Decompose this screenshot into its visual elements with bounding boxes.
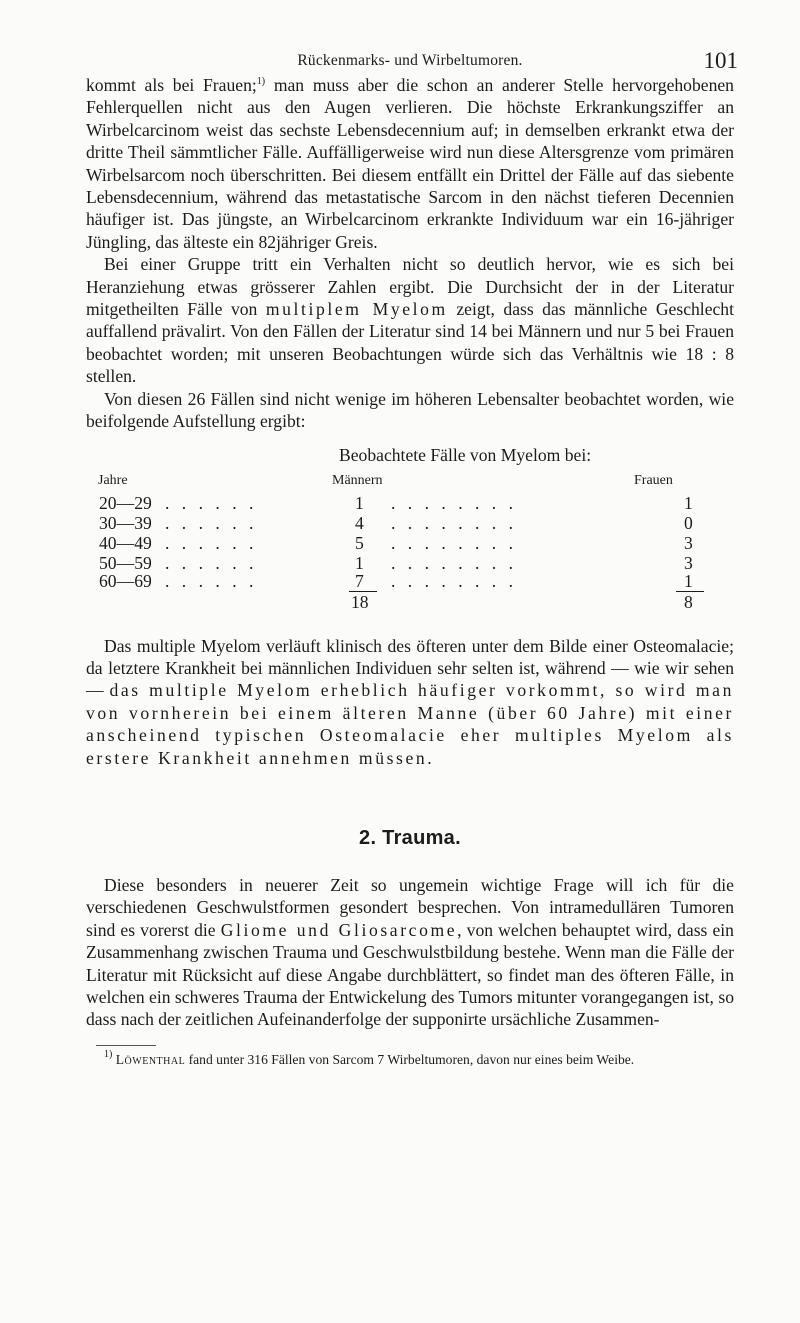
paragraph-4-emphasis: das multiple Myelom erheblich häufiger vorkommt, so wird man von vornherein bei einem älteren Manne (über 60 Jahre) mit einer anscheinend typischen Osteomalacie eher multiples Myelom als erstere Krankheit annehmen müssen. bbox=[86, 680, 734, 768]
running-head: Rückenmarks- und Wirbeltumoren. bbox=[297, 52, 523, 69]
page-header bbox=[86, 28, 738, 74]
sum-men: 18 bbox=[351, 591, 369, 612]
footnote-mark: 1) bbox=[104, 1048, 113, 1060]
leader-dots: . . . . . . . . bbox=[391, 552, 517, 573]
row-women: 3 bbox=[684, 532, 693, 553]
paragraph-2-a: Bei einer Gruppe tritt ein Verhalten nicht so deutlich hervor, wie es sich bei Heranziehung etwas grösserer Zahlen ergibt. Die Durchsicht der in der Literatur mitgetheilten Fälle von bbox=[86, 254, 734, 320]
row-years: 40—49 bbox=[99, 532, 152, 553]
paragraph-1 bbox=[86, 74, 734, 253]
paragraph-2 bbox=[86, 253, 734, 387]
table-title: Beobachtete Fälle von Myelom bei: bbox=[339, 444, 592, 465]
column-header-men: Männern bbox=[332, 472, 383, 488]
leader-dots: . . . . . . . . bbox=[391, 532, 517, 553]
table-row bbox=[99, 533, 699, 555]
leader-dots: . . . . . . bbox=[165, 532, 258, 553]
row-women: 0 bbox=[684, 512, 693, 533]
footnote-rule bbox=[96, 1045, 156, 1046]
row-women: 3 bbox=[684, 552, 693, 573]
book-page bbox=[86, 28, 738, 1068]
row-men: 7 bbox=[355, 570, 364, 591]
footnote-text: fand unter 316 Fällen von Sarcom 7 Wirbeltumoren, davon nur eines beim Weibe. bbox=[185, 1051, 635, 1067]
paragraph-1-start: kommt als bei Frauen; bbox=[86, 75, 257, 95]
row-women: 1 bbox=[684, 570, 693, 591]
row-men: 1 bbox=[355, 492, 364, 513]
column-header-years: Jahre bbox=[98, 472, 128, 488]
row-years: 60—69 bbox=[99, 570, 152, 591]
row-men: 1 bbox=[355, 552, 364, 573]
paragraph-2-emphasis: multiplem Myelom bbox=[265, 299, 448, 320]
row-years: 30—39 bbox=[99, 512, 152, 533]
row-women: 1 bbox=[684, 492, 693, 513]
paragraph-2-b: zeigt, dass das männliche Geschlecht auffallend prävalirt. Von den Fällen der Literatur sind 14 bei Männern und nur 5 bei Frauen beobachtet worden; mit unseren Beobachtungen würde sich das Verhältnis wie 18 : 8 stellen. bbox=[86, 299, 734, 387]
leader-dots: . . . . . . bbox=[165, 570, 258, 591]
paragraph-1-rest: man muss aber die schon an anderer Stelle hervorgehobenen Fehlerquellen nicht aus den Augen verlieren. Die höchste Erkrankungsziffer an Wirbelcarcinom weist das sechste Lebensdecennium auf; in demselben erkrankt etwa der dritte Theil sämmtlicher Fälle. Auffälligerweise wird nun diese Altersgrenze vom primären Wirbelsarcom noch überschritten. Bei diesem entfällt ein Drittel der Fälle auf das siebente Lebensdecennium, während das metastatische Sarcom in den nächst tieferen Decennien häufiger ist. Das jüngste, an Wirbelcarcinom erkrankte Individuum war ein 16-jähriger Jüngling, das älteste ein 82jähriger Greis. bbox=[86, 75, 734, 252]
myelom-table bbox=[86, 445, 734, 635]
row-years: 20—29 bbox=[99, 492, 152, 513]
leader-dots: . . . . . . . . bbox=[391, 570, 517, 591]
paragraph-4 bbox=[86, 635, 734, 769]
page-number: 101 bbox=[703, 48, 738, 73]
paragraph-5-a: Diese besonders in neuerer Zeit so ungemein wichtige Frage will ich für die verschiedenen Geschwulstformen gesondert besprechen. Von intramedullären Tumoren sind es vorerst die bbox=[86, 874, 734, 940]
table-row bbox=[99, 493, 699, 515]
row-men: 5 bbox=[355, 532, 364, 553]
leader-dots: . . . . . . . . bbox=[391, 492, 517, 513]
leader-dots: . . . . . . bbox=[165, 512, 258, 533]
row-men: 4 bbox=[355, 512, 364, 533]
sum-women: 8 bbox=[684, 591, 693, 612]
footnote-author: Löwenthal bbox=[115, 1051, 186, 1067]
leader-dots: . . . . . . bbox=[165, 552, 258, 573]
footnote-ref[interactable]: 1) bbox=[256, 76, 266, 87]
paragraph-5-b: , von welchen behauptet wird, dass ein Zusammenhang zwischen Trauma und Geschwulstbildung bestehe. Wenn man die Fälle der Literatur mit Rücksicht auf diese Angabe durchblättert, so findet man des öfteren Fälle, in welchen ein schweres Trauma der Entwickelung des Tumors mitunter vorangegangen ist, so dass nach der zeitlichen Aufeinanderfolge der supponirte ursächliche Zusammen- bbox=[86, 919, 734, 1030]
leader-dots: . . . . . . bbox=[165, 492, 258, 513]
table-row bbox=[99, 571, 699, 593]
column-header-women: Frauen bbox=[634, 472, 673, 488]
paragraph-5-emphasis: Gliome und Gliosarcome bbox=[220, 919, 458, 940]
section-title: 2. Trauma. bbox=[359, 826, 461, 849]
row-years: 50—59 bbox=[99, 552, 152, 573]
paragraph-5 bbox=[86, 874, 734, 1031]
leader-dots: . . . . . . . . bbox=[391, 512, 517, 533]
footnote bbox=[86, 1048, 734, 1068]
table-row bbox=[99, 513, 699, 535]
paragraph-4-a: Das multiple Myelom verläuft klinisch des öfteren unter dem Bilde einer Osteomalacie; da letztere Krankheit bei männlichen Individuen sehr selten ist, während — wie wir sehen — bbox=[86, 635, 734, 701]
paragraph-3: Von diesen 26 Fällen sind nicht wenige im höheren Lebensalter beobachtet worden, wie beifolgende Aufstellung ergibt: bbox=[86, 388, 734, 432]
